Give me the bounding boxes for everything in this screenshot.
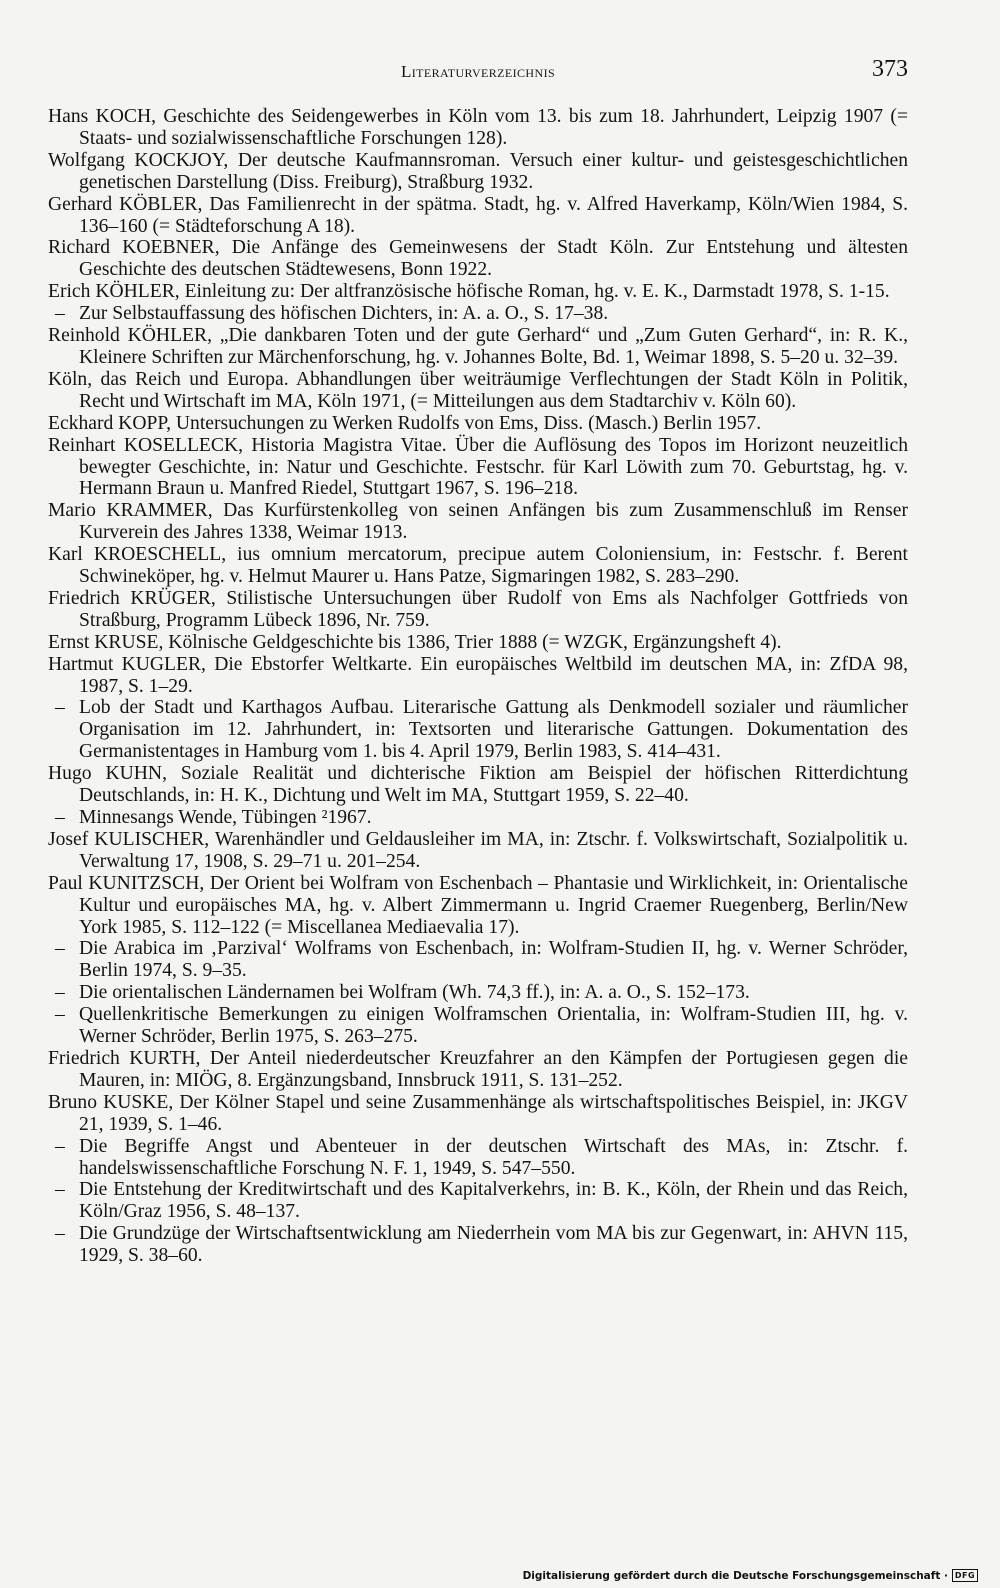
- entry-text: Minnesangs Wende, Tübingen ²1967.: [79, 807, 372, 828]
- entry-text: Die Arabica im ‚Parzival‘ Wolframs von Eschenbach, in: Wolfram-Studien II, hg. v. Werner Schröder, Berlin 1974, S. 9–35.: [79, 938, 908, 982]
- bibliography-subentry: [48, 982, 908, 1004]
- entry-text: Köln, das Reich und Europa. Abhandlungen über weiträumige Verflechtungen der Stadt Köln in Politik, Recht und Wirtschaft im MA, Köln 1971, (= Mitteilungen aus dem Stadtarchiv v. Köln 60).: [48, 368, 908, 412]
- bibliography-entry: [48, 632, 908, 654]
- bibliography-entry: [48, 1048, 908, 1092]
- entry-text: Paul KUNITZSCH, Der Orient bei Wolfram von Eschenbach – Phantasie und Wirklichkeit, in: Orientalische Kultur und europäisches MA, hg. v. Albert Zimmermann u. Ingrid Craemer Ruegenberg, Berlin/New York 1985, S. 112–122 (= Miscellanea Mediaevalia 17).: [48, 872, 908, 938]
- bibliography-entry: [48, 588, 908, 632]
- bibliography-entry: [48, 281, 908, 303]
- entry-text: Ernst KRUSE, Kölnische Geldgeschichte bis 1386, Trier 1888 (= WZGK, Ergänzungsheft 4).: [48, 631, 782, 653]
- entry-dash: –: [55, 1223, 65, 1245]
- entry-text: Reinhold KÖHLER, „Die dankbaren Toten und der gute Gerhard“ und „Zum Guten Gerhard“, in: R. K., Kleinere Schriften zur Märchenforschung, hg. v. Johannes Bolte, Bd. 1, Weimar 1898, S. 5–20 u. 32–39.: [48, 325, 908, 368]
- bibliography-subentry: [48, 1136, 908, 1180]
- entry-text: Josef KULISCHER, Warenhändler und Geldausleiher im MA, in: Ztschr. f. Volkswirtschaft, Sozialpolitik u. Verwaltung 17, 1908, S. 29–71 u. 201–254.: [48, 828, 908, 872]
- bibliography-entry: [48, 413, 908, 435]
- entry-text: Die Grundzüge der Wirtschaftsentwicklung am Niederrhein vom MA bis zur Gegenwart, in: AHVN 115, 1929, S. 38–60.: [79, 1223, 908, 1267]
- entry-text: Karl KROESCHELL, ius omnium mercatorum, precipue autem Coloniensium, in: Festschr. f. Berent Schwineköper, hg. v. Helmut Maurer u. Hans Patze, Sigmaringen 1982, S. 283–290.: [48, 544, 908, 588]
- entry-text: Hartmut KUGLER, Die Ebstorfer Weltkarte. Ein europäisches Weltbild im deutschen MA, in: ZfDA 98, 1987, S. 1–29.: [48, 653, 908, 697]
- bibliography-entry: [48, 435, 908, 501]
- page-number: 373: [872, 56, 908, 82]
- entry-dash: –: [55, 938, 65, 960]
- entry-dash: –: [55, 807, 65, 828]
- bibliography-subentry: [48, 303, 908, 325]
- bibliography-subentry: [48, 1223, 908, 1267]
- entry-text: Friedrich KURTH, Der Anteil niederdeutscher Kreuzfahrer an den Kämpfen der Portugiesen gegen die Mauren, in: MIÖG, 8. Ergänzungsband, Innsbruck 1911, S. 131–252.: [48, 1047, 908, 1091]
- entry-text: Zur Selbstauffassung des höfischen Dichters, in: A. a. O., S. 17–38.: [79, 303, 609, 325]
- entry-dash: –: [55, 1004, 65, 1026]
- entry-text: Lob der Stadt und Karthagos Aufbau. Literarische Gattung als Denkmodell sozialer und räumlicher Organisation im 12. Jahrhundert, in: Textsorten und literarische Gattungen. Dokumentation des Germanistentages in Hamburg vom 1. bis 4. April 1979, Berlin 1983, S. 414–431.: [79, 697, 908, 763]
- entry-text: Hans KOCH, Geschichte des Seidengewerbes in Köln vom 13. bis zum 18. Jahrhundert, Leipzig 1907 (= Staats- und sozialwissenschaftliche Forschungen 128).: [48, 106, 908, 149]
- bibliography-subentry: [48, 1004, 908, 1048]
- entry-dash: –: [55, 1179, 65, 1201]
- footer-credit: [523, 1569, 978, 1582]
- dfg-logo-icon: DFG: [952, 1569, 978, 1582]
- bibliography-entry: [48, 829, 908, 873]
- bibliography-entry: [48, 544, 908, 588]
- entry-dash: –: [55, 697, 65, 719]
- entry-dash: –: [55, 303, 65, 325]
- entry-text: Die Entstehung der Kreditwirtschaft und des Kapitalverkehrs, in: B. K., Köln, der Rhein und das Reich, Köln/Graz 1956, S. 48–137.: [79, 1179, 908, 1223]
- entry-text: Die Begriffe Angst und Abenteuer in der deutschen Wirtschaft des MAs, in: Ztschr. f. handelswissenschaftliche Forschung N. F. 1, 1949, S. 547–550.: [79, 1135, 908, 1179]
- bibliography-subentry: [48, 697, 908, 763]
- entry-dash: –: [55, 1135, 65, 1157]
- bibliography-entry: [48, 873, 908, 939]
- bibliography-entry: [48, 763, 908, 807]
- entry-text: Bruno KUSKE, Der Kölner Stapel und seine Zusammenhänge als wirtschaftspolitisches Beispiel, in: JKGV 21, 1939, S. 1–46.: [48, 1091, 908, 1135]
- entry-text: Gerhard KÖBLER, Das Familienrecht in der spätma. Stadt, hg. v. Alfred Haverkamp, Köln/Wien 1984, S. 136–160 (= Städteforschung A 18).: [48, 193, 908, 237]
- entry-text: Hugo KUHN, Soziale Realität und dichterische Fiktion am Beispiel der höfischen Ritterdichtung Deutschlands, in: H. K., Dichtung und Welt im MA, Stuttgart 1959, S. 22–40.: [48, 763, 908, 807]
- entry-text: Quellenkritische Bemerkungen zu einigen Wolframschen Orientalia, in: Wolfram-Studien III, hg. v. Werner Schröder, Berlin 1975, S. 263–275.: [79, 1004, 908, 1048]
- bibliography-entry: [48, 654, 908, 698]
- header-title: Literaturverzeichnis: [400, 62, 556, 81]
- bibliography-subentry: [48, 807, 908, 829]
- entry-text: Erich KÖHLER, Einleitung zu: Der altfranzösische höfische Roman, hg. v. E. K., Darmstadt 1978, S. 1-15.: [48, 281, 890, 303]
- bibliography-entry: [48, 325, 908, 369]
- bibliography-list: [48, 106, 908, 1267]
- running-header: [48, 56, 908, 90]
- bibliography-entry: [48, 194, 908, 238]
- bibliography-entry: [48, 150, 908, 194]
- bibliography-entry: [48, 500, 908, 544]
- entry-text: Friedrich KRÜGER, Stilistische Untersuchungen über Rudolf von Ems als Nachfolger Gottfrieds von Straßburg, Programm Lübeck 1896, Nr. 759.: [48, 587, 908, 631]
- bibliography-entry: [48, 1092, 908, 1136]
- entry-text: Wolfgang KOCKJOY, Der deutsche Kaufmannsroman. Versuch einer kultur- und geistesgeschichtlichen genetischen Darstellung (Diss. Freiburg), Straßburg 1932.: [48, 149, 908, 193]
- footer-text: Digitalisierung gefördert durch die Deutsche Forschungsgemeinschaft ·: [522, 1569, 948, 1582]
- bibliography-subentry: [48, 1179, 908, 1223]
- entry-dash: –: [55, 982, 65, 1004]
- entry-text: Richard KOEBNER, Die Anfänge des Gemeinwesens der Stadt Köln. Zur Entstehung und ältesten Geschichte des deutschen Städtewesens, Bonn 1922.: [48, 237, 908, 281]
- bibliography-subentry: [48, 938, 908, 982]
- bibliography-entry: [48, 106, 908, 150]
- entry-text: Mario KRAMMER, Das Kurfürstenkolleg von seinen Anfängen bis zum Zusammenschluß im Renser Kurverein des Jahres 1338, Weimar 1913.: [48, 500, 908, 544]
- entry-text: Die orientalischen Ländernamen bei Wolfram (Wh. 74,3 ff.), in: A. a. O., S. 152–173.: [79, 982, 750, 1004]
- entry-text: Reinhart KOSELLECK, Historia Magistra Vitae. Über die Auflösung des Topos im Horizont neuzeitlich bewegter Geschichte, in: Natur und Geschichte. Festschr. für Karl Löwith zum 70. Geburtstag, hg. v. Hermann Braun u. Manfred Riedel, Stuttgart 1967, S. 196–218.: [48, 434, 908, 500]
- bibliography-entry: [48, 369, 908, 413]
- bibliography-entry: [48, 237, 908, 281]
- entry-text: Eckhard KOPP, Untersuchungen zu Werken Rudolfs von Ems, Diss. (Masch.) Berlin 1957.: [48, 412, 762, 434]
